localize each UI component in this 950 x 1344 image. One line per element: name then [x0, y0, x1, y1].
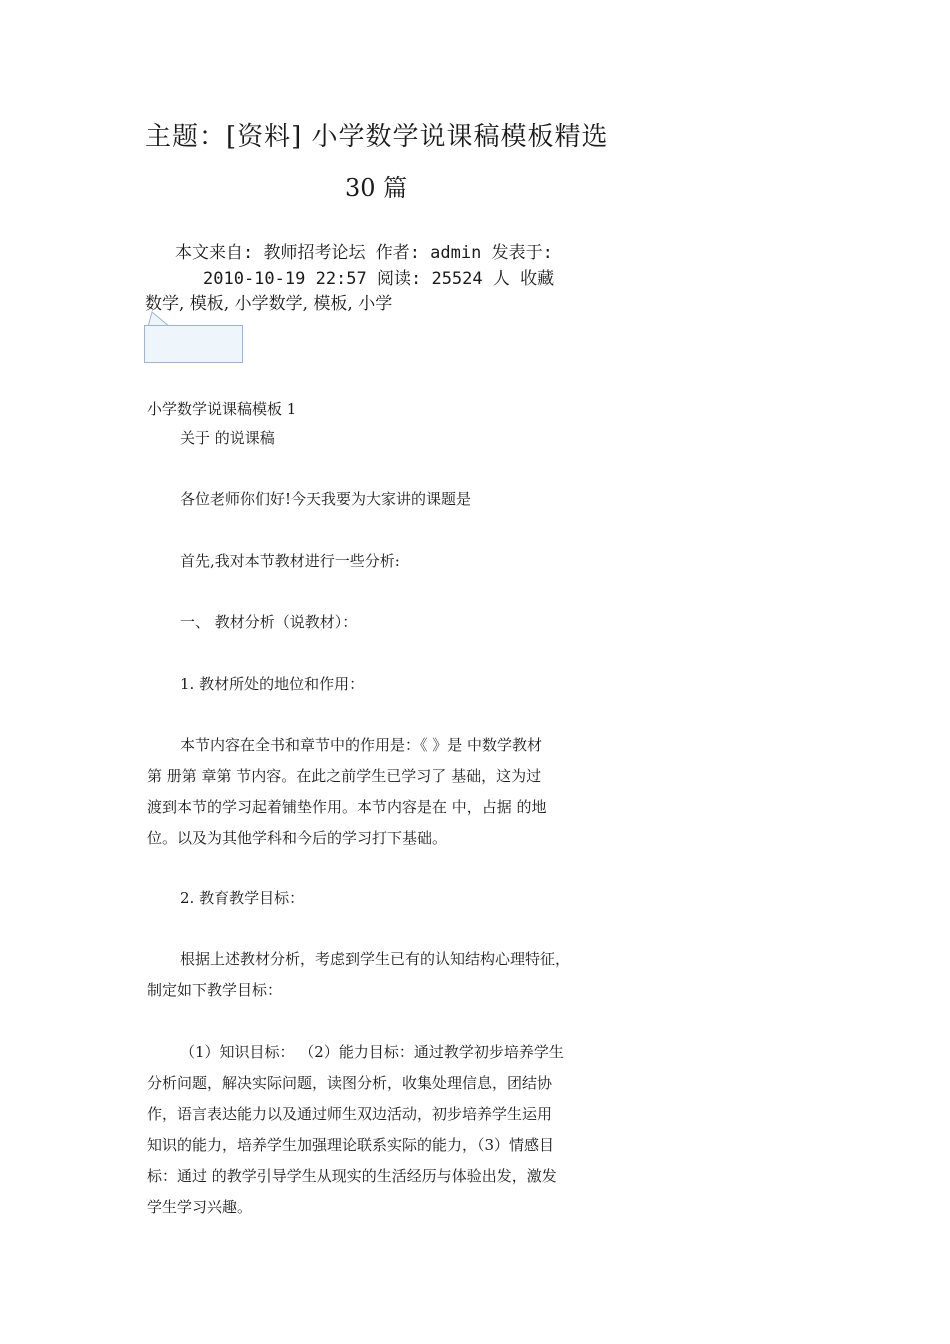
- paragraph-line: 根据上述教材分析，考虑到学生已有的认知结构心理特征，: [180, 950, 571, 968]
- greeting-paragraph: 各位老师你们好!今天我要为大家讲的课题是: [180, 490, 472, 508]
- paragraph-line: 标：通过 的教学引导学生从现实的生活经历与体验出发，激发: [147, 1167, 557, 1185]
- post-meta-source: 本文来自: 教师招考论坛 作者: admin 发表于:: [175, 243, 553, 263]
- intro-paragraph: 首先,我对本节教材进行一些分析:: [180, 552, 400, 570]
- subheading-objectives: 2. 教育教学目标：: [180, 889, 305, 907]
- document-title-continued: 30 篇: [345, 174, 408, 202]
- section-title: 小学数学说课稿模板 1: [147, 400, 297, 418]
- paragraph-line: 制定如下教学目标：: [147, 981, 283, 999]
- paragraph-line: （1）知识目标： （2）能力目标：通过教学初步培养学生: [180, 1043, 564, 1061]
- speech-bubble-image: [144, 325, 243, 363]
- paragraph-role: [147, 730, 609, 854]
- paragraph-line: 分析问题，解决实际问题，读图分析，收集处理信息，团结协: [147, 1074, 553, 1092]
- subheading-role: 1. 教材所处的地位和作用：: [180, 675, 365, 693]
- paragraph-line: 渡到本节的学习起着铺垫作用。本节内容是在 中，占据 的地: [147, 798, 547, 816]
- heading-textbook-analysis: 一、 教材分析（说教材）：: [180, 613, 358, 631]
- paragraph-objectives-detail: [147, 1037, 609, 1223]
- paragraph-line: 位。以及为其他学科和今后的学习打下基础。: [147, 829, 448, 847]
- document-title: 主题：[资料] 小学数学说课稿模板精选: [145, 122, 609, 152]
- post-meta-date: 2010-10-19 22:57 阅读: 25524 人 收藏: [203, 269, 555, 289]
- paragraph-objectives-intro: [147, 944, 609, 1006]
- paragraph-line: 第 册第 章第 节内容。在此之前学生已学习了 基础，这为过: [147, 767, 542, 785]
- paragraph-line: 本节内容在全书和章节中的作用是：《 》是 中数学教材: [180, 736, 543, 754]
- post-tags: 数学, 模板, 小学数学, 模板, 小学: [145, 294, 393, 314]
- paragraph-line: 作，语言表达能力以及通过师生双边活动，初步培养学生运用: [147, 1105, 553, 1123]
- paragraph-line: 学生学习兴趣。: [147, 1198, 253, 1216]
- about-line: 关于 的说课稿: [180, 429, 275, 447]
- paragraph-line: 知识的能力，培养学生加强理论联系实际的能力，（3）情感目: [147, 1136, 555, 1154]
